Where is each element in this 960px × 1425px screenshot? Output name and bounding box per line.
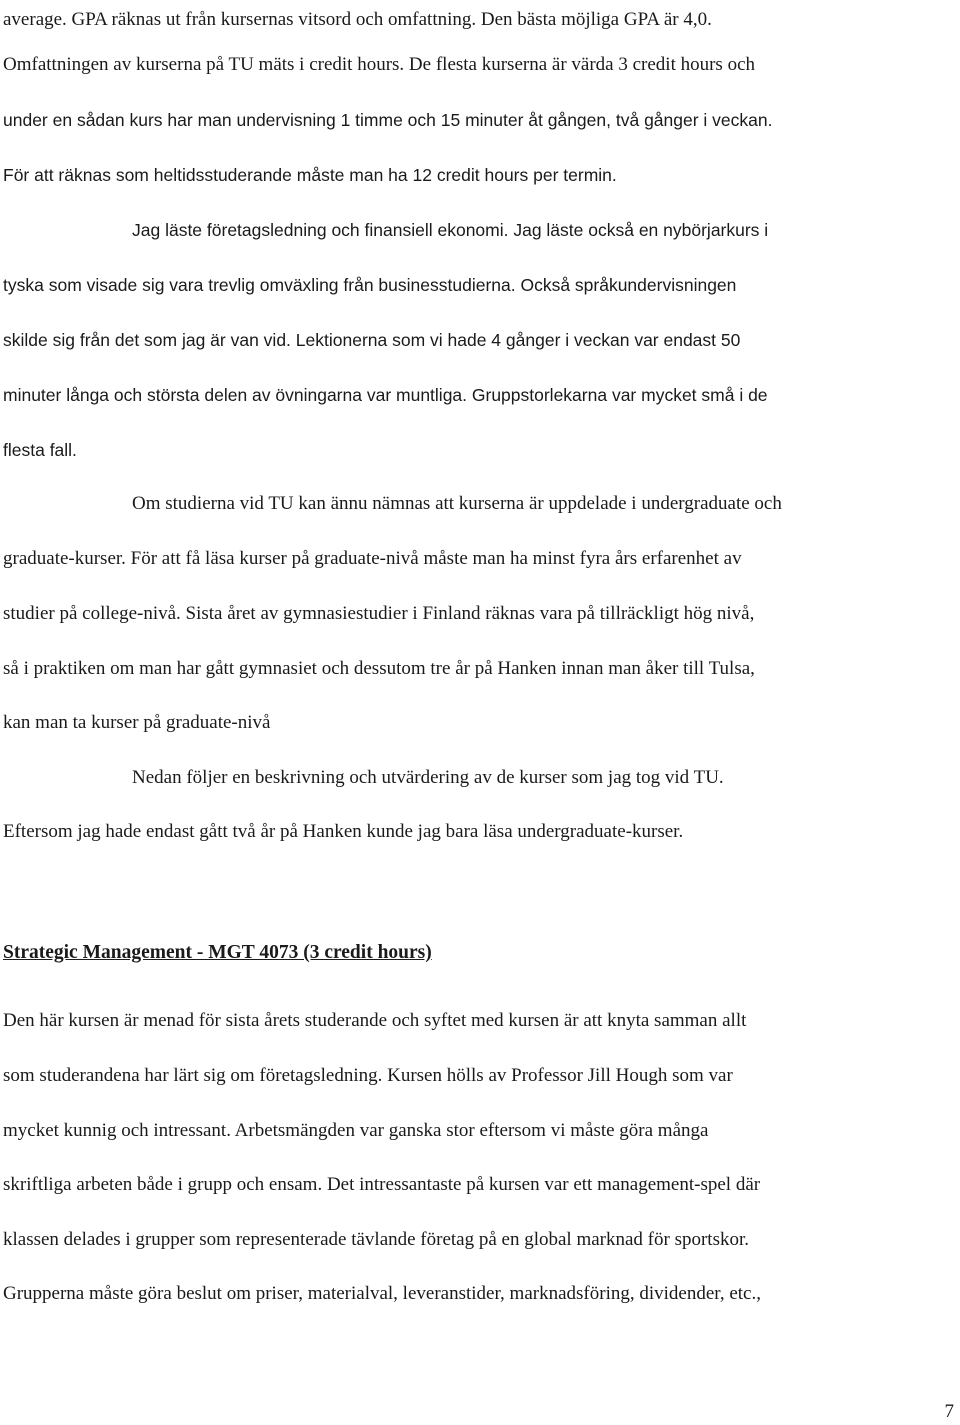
text-line: under en sådan kurs har man undervisning 1 timme och 15 minuter åt gången, två gånger i veckan. (3, 110, 773, 130)
text-line: För att räknas som heltidsstuderande måste man ha 12 credit hours per termin. (3, 165, 617, 185)
text-line: tyska som visade sig vara trevlig omväxling från businesstudierna. Också språkundervisningen (3, 275, 737, 295)
section-heading: Strategic Management - MGT 4073 (3 credit hours) (3, 942, 432, 963)
text-line: Jag läste företagsledning och finansiell ekonomi. Jag läste också en nybörjarkurs i (132, 220, 769, 240)
text-line: minuter långa och största delen av övningarna var muntliga. Gruppstorlekarna var mycket små i de (3, 385, 768, 405)
text-line: Omfattningen av kurserna på TU mäts i credit hours. De flesta kurserna är värda 3 credit hours och (3, 54, 756, 75)
page-number: 7 (944, 1401, 954, 1422)
text-line: så i praktiken om man har gått gymnasiet och dessutom tre år på Hanken innan man åker till Tulsa, (3, 658, 755, 679)
text-line: klassen delades i grupper som representerade tävlande företag på en global marknad för sportskor. (3, 1229, 750, 1250)
text-line: average. GPA räknas ut från kursernas vitsord och omfattning. Den bästa möjliga GPA är 4,0. (3, 9, 712, 30)
text-line: skilde sig från det som jag är van vid. Lektionerna som vi hade 4 gånger i veckan var endast 50 (3, 330, 741, 350)
text-line: Den här kursen är menad för sista årets studerande och syftet med kursen är att knyta samman allt (3, 1010, 747, 1031)
text-line: mycket kunnig och intressant. Arbetsmängden var ganska stor eftersom vi måste göra många (3, 1120, 709, 1141)
text-line: studier på college-nivå. Sista året av gymnasiestudier i Finland räknas vara på tillräckligt hög nivå, (3, 603, 755, 624)
text-line: Nedan följer en beskrivning och utvärdering av de kurser som jag tog vid TU. (132, 767, 724, 788)
text-line: graduate-kurser. För att få läsa kurser på graduate-nivå måste man ha minst fyra års erfarenhet av (3, 548, 742, 569)
text-line: skriftliga arbeten både i grupp och ensam. Det intressantaste på kursen var ett management-spel där (3, 1174, 761, 1195)
text-line: kan man ta kurser på graduate-nivå (3, 712, 271, 733)
text-line: flesta fall. (3, 440, 77, 460)
text-line: som studerandena har lärt sig om företagsledning. Kursen hölls av Professor Jill Hough som var (3, 1065, 733, 1086)
text-line: Grupperna måste göra beslut om priser, materialval, leveranstider, marknadsföring, dividender, etc., (3, 1283, 761, 1304)
text-line: Om studierna vid TU kan ännu nämnas att kurserna är uppdelade i undergraduate och (132, 493, 782, 514)
text-line: Eftersom jag hade endast gått två år på Hanken kunde jag bara läsa undergraduate-kurser. (3, 821, 684, 842)
